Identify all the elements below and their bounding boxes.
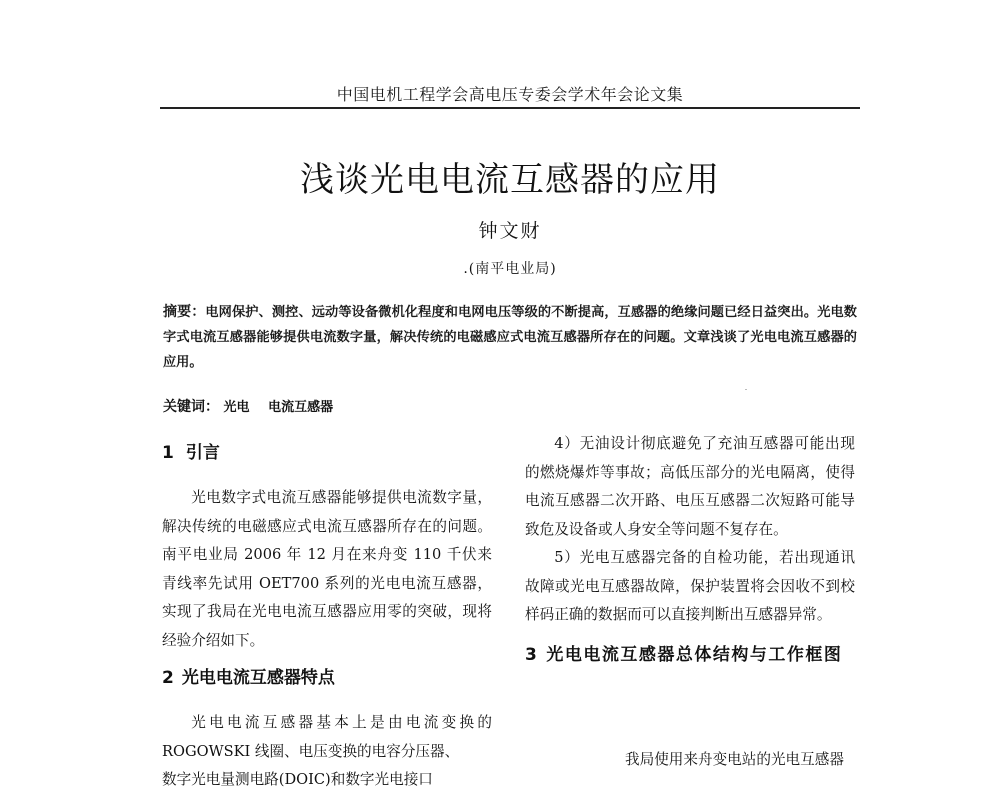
right-column-cut-line: 我局使用来舟变电站的光电互感器 [625,751,844,768]
abstract-text: 电网保护、测控、远动等设备微机化程度和电网电压等级的不断提高，互感器的绝缘问题已经日益突出。光电数字式电流互感器能够提供电流数字量，解决传统的电磁感应式电流互感器所存在的问题。文章浅谈了光电电流互感器的应用。 [163,305,857,370]
section-number: 2 [162,668,174,688]
left-column [162,438,492,795]
section-title: 光电电流互感器总体结构与工作框图 [546,644,843,665]
keywords-label: 关键词： [163,399,219,415]
section-title: 光电电流互感器特点 [181,668,335,688]
section-heading-features [162,663,492,693]
keyword-item: 光电 [223,400,250,415]
introduction-paragraph: 光电数字式电流互感器能够提供电流数字量，解决传统的电磁感应式电流互感器所存在的问题。南平电业局 2006 年 12 月在来舟变 110 千伏来青线率先试用 OET700 系列的光电电流互感器，实现了我局在光电电流互感器应用零的突破，现将经验介绍如下。 [162,489,492,649]
author-name: 钟文财 [478,220,542,242]
right-column [525,430,855,670]
features-paragraph: 光电电流互感器基本上是由电流变换的 ROGOWSKI 线圈、电压变换的电容分压器、 [162,714,492,760]
running-header: 中国电机工程学会高电压专委会学术年会论文集 [336,85,684,104]
scan-speck [745,389,747,390]
features-paragraph-cut-line: 数字光电量测电路(DOIC)和数字光电接口 [162,771,433,788]
author-affiliation: .(南平电业局) [463,261,557,277]
section-title: 引言 [185,443,220,463]
keyword-item: 电流互感器 [268,400,334,415]
paper-title: 浅谈光电电流互感器的应用 [300,160,720,200]
section-heading-introduction [162,438,492,468]
abstract [163,300,857,375]
header-rule [160,107,860,109]
section-number: 1 [162,443,174,463]
section-heading-structure [525,640,855,670]
abstract-label: 摘要： [163,304,206,320]
feature-item-4: 4）无油设计彻底避免了充油互感器可能出现的燃烧爆炸等事故；高低压部分的光电隔离，使得电流互感器二次开路、电压互感器二次短路可能导致危及设备或人身安全等问题不复存在。 [525,435,855,538]
feature-item-5: 5）光电互感器完备的自检功能，若出现通讯故障或光电互感器故障，保护装置将会因收不到校样码正确的数据而可以直接判断出互感器异常。 [525,549,855,623]
keywords [163,396,857,416]
section-number: 3 [525,644,539,665]
